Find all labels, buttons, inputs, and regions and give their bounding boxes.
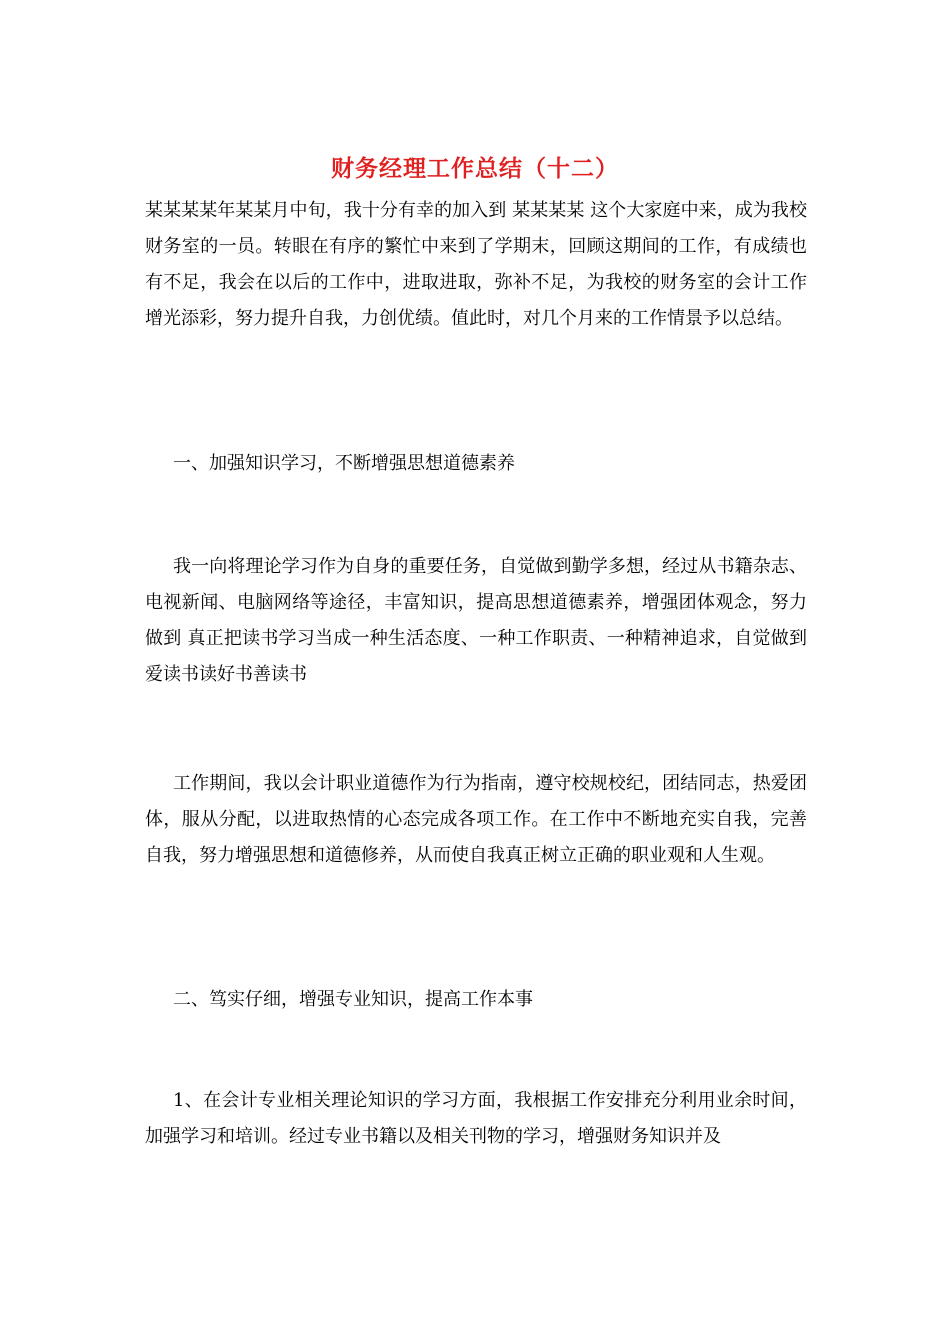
section-2-heading: 二、笃实仔细，增强专业知识，提高工作本事 — [173, 989, 533, 1010]
section-2-paragraph-1: 1、在会计专业相关理论知识的学习方面，我根据工作安排充分利用业余时间，加强学习和培训。经过专业书籍以及相关刊物的学习，增强财务知识并及 — [145, 1090, 807, 1147]
section-1-paragraph-2: 工作期间，我以会计职业道德作为行为指南，遵守校规校纪，团结同志，热爱团体，服从分配，以进取热情的心态完成各项工作。在工作中不断地充实自我，完善自我，努力增强思想和道德修养，从而使自我真正树立正确的职业观和人生观。 — [145, 773, 807, 866]
section-1-paragraph-1: 我一向将理论学习作为自身的重要任务，自觉做到勤学多想，经过从书籍杂志、电视新闻、电脑网络等途径，丰富知识，提高思想道德素养，增强团体观念，努力做到 真正把读书学习当成一种生活态度、一种工作职责、一种精神追求，自觉做到爱读书读好书善读书 — [145, 556, 807, 685]
section-1-heading: 一、加强知识学习，不断增强思想道德素养 — [173, 453, 515, 474]
document-title: 财务经理工作总结（十二） — [331, 155, 619, 182]
intro-paragraph: 某某某某年某某月中旬，我十分有幸的加入到 某某某某 这个大家庭中来，成为我校财务室的一员。转眼在有序的繁忙中来到了学期末，回顾这期间的工作，有成绩也有不足，我会在以后的工作中，进取进取，弥补不足，为我校的财务室的会计工作增光添彩，努力提升自我，力创优绩。值此时，对几个月来的工作情景予以总结。 — [145, 200, 807, 329]
